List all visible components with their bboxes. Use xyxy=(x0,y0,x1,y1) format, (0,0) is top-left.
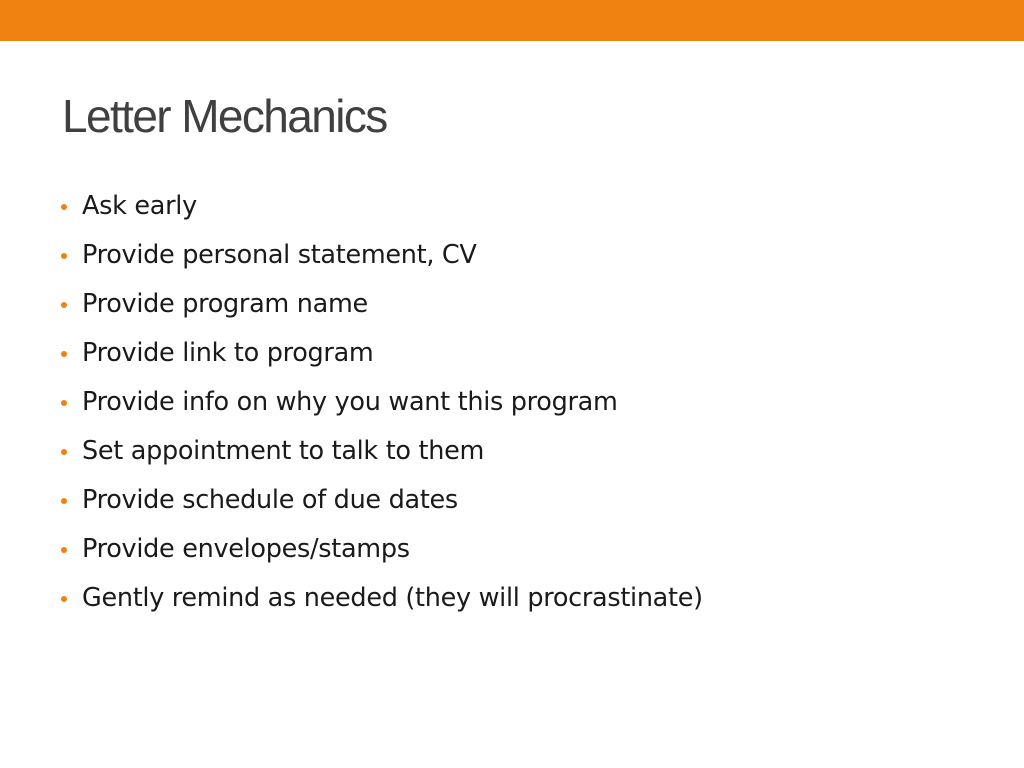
bullet-item xyxy=(60,378,1000,427)
bullet-dot-icon xyxy=(61,400,67,406)
bullet-list xyxy=(60,182,1000,623)
slide-title: Letter Mechanics xyxy=(62,90,387,142)
bullet-dot-icon xyxy=(61,596,67,602)
bullet-dot-icon xyxy=(61,449,67,455)
bullet-text: Provide program name xyxy=(82,289,368,319)
bullet-item xyxy=(60,427,1000,476)
bullet-item xyxy=(60,231,1000,280)
bullet-item xyxy=(60,476,1000,525)
bullet-dot-icon xyxy=(61,253,67,259)
bullet-dot-icon xyxy=(61,204,67,210)
bullet-text: Provide personal statement, CV xyxy=(82,240,477,270)
accent-top-bar xyxy=(0,0,1024,41)
bullet-dot-icon xyxy=(61,547,67,553)
bullet-dot-icon xyxy=(61,351,67,357)
bullet-text: Provide envelopes/stamps xyxy=(82,534,410,564)
bullet-dot-icon xyxy=(61,498,67,504)
bullet-item xyxy=(60,574,1000,623)
bullet-item xyxy=(60,182,1000,231)
bullet-text: Gently remind as needed (they will procrastinate) xyxy=(82,583,703,613)
bullet-text: Set appointment to talk to them xyxy=(82,436,484,466)
bullet-text: Provide info on why you want this program xyxy=(82,387,618,417)
bullet-item xyxy=(60,329,1000,378)
bullet-text: Provide schedule of due dates xyxy=(82,485,458,515)
bullet-text: Provide link to program xyxy=(82,338,374,368)
bullet-dot-icon xyxy=(61,302,67,308)
bullet-item xyxy=(60,280,1000,329)
bullet-text: Ask early xyxy=(82,191,197,221)
bullet-item xyxy=(60,525,1000,574)
